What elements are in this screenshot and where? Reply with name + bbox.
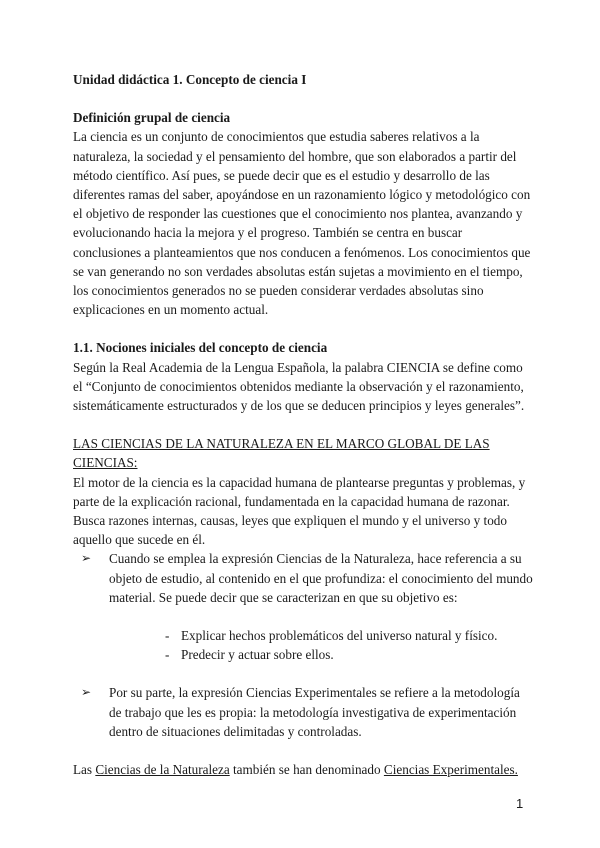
section-heading-nociones: 1.1. Nociones iniciales del concepto de ciencia <box>73 340 328 356</box>
term-ciencias-naturaleza: Ciencias de la Naturaleza <box>95 762 230 778</box>
list-item-text: Por su parte, la expresión Ciencias Experimentales se refiere a la metodología de trabajo que les es propia: la metodología investigativa de experimentación dentro de situaciones delimitadas y controladas. <box>109 685 520 739</box>
list-item-text: Predecir y actuar sobre ellos. <box>181 647 334 663</box>
paragraph-definicion: La ciencia es un conjunto de conocimientos que estudia saberes relativos a la naturaleza, la sociedad y el pensamiento del hombre, que son elaborados a partir del método científico. Así pues, se puede decir que es el estudio y desarrollo de las diferentes ramas del saber, apoyándose en un razonamiento lógico y metodológico con el objetivo de responder las cuestiones que el conocimiento nos plantea, avanzando y evolucionando hacia la mejora y el progreso. También se centra en buscar conclusiones a planteamientos que nos conducen a fenómenos. Los conocimientos que se van generando no son verdades absolutas están sujetas a movimiento en el tiempo, los conocimientos generados no se pueden considerar verdades absolutas sino explicaciones en un momento actual. <box>73 129 531 318</box>
closing-middle: también se han denominado <box>229 762 384 778</box>
list-item-text: Explicar hechos problemáticos del universo natural y físico. <box>181 628 498 644</box>
list-item-ciencias-naturaleza <box>73 549 533 664</box>
closing-prefix: Las <box>73 762 96 778</box>
list-item-explicar <box>109 626 533 645</box>
section-heading-ciencias-naturaleza: LAS CIENCIAS DE LA NATURALEZA EN EL MARCO GLOBAL DE LAS CIENCIAS: <box>73 436 490 471</box>
paragraph-nociones: Según la Real Academia de la Lengua Española, la palabra CIENCIA se define como el “Conjunto de conocimientos obtenidos mediante la observación y el razonamiento, sistemáticamente estructurados y de los que se deducen principios y leyes generales”. <box>73 359 525 414</box>
arrow-bullet-icon: ➢ <box>81 551 92 566</box>
page-content <box>73 70 533 798</box>
list-item-predecir <box>109 645 533 664</box>
paragraph-closing <box>73 760 533 779</box>
dash-bullet-icon: - <box>165 647 170 663</box>
document-title: Unidad didáctica 1. Concepto de ciencia I <box>73 72 307 87</box>
spacer <box>73 741 533 760</box>
arrow-bullet-icon: ➢ <box>81 685 92 700</box>
paragraph-motor-ciencia: El motor de la ciencia es la capacidad humana de plantearse preguntas y problemas, y parte de la explicación racional, fundamentada en la capacidad humana de razonar. Busca razones internas, causas, leyes que expliquen el mundo y el universo y todo aquello que sucede en él. <box>73 474 526 548</box>
list-item-ciencias-experimentales <box>73 683 533 741</box>
section-heading-definicion: Definición grupal de ciencia <box>73 110 231 126</box>
dash-bullet-icon: - <box>165 628 170 644</box>
page-number: 1 <box>516 796 524 811</box>
term-ciencias-experimentales: Ciencias Experimentales. <box>383 762 518 778</box>
list-item-text: Cuando se emplea la expresión Ciencias de la Naturaleza, hace referencia a su objeto de estudio, al contenido en el que profundiza: el conocimiento del mundo material. Se puede decir que se caracterizan en que su objetivo es: <box>109 551 533 605</box>
dash-list <box>109 626 533 664</box>
bullet-list <box>73 549 533 741</box>
